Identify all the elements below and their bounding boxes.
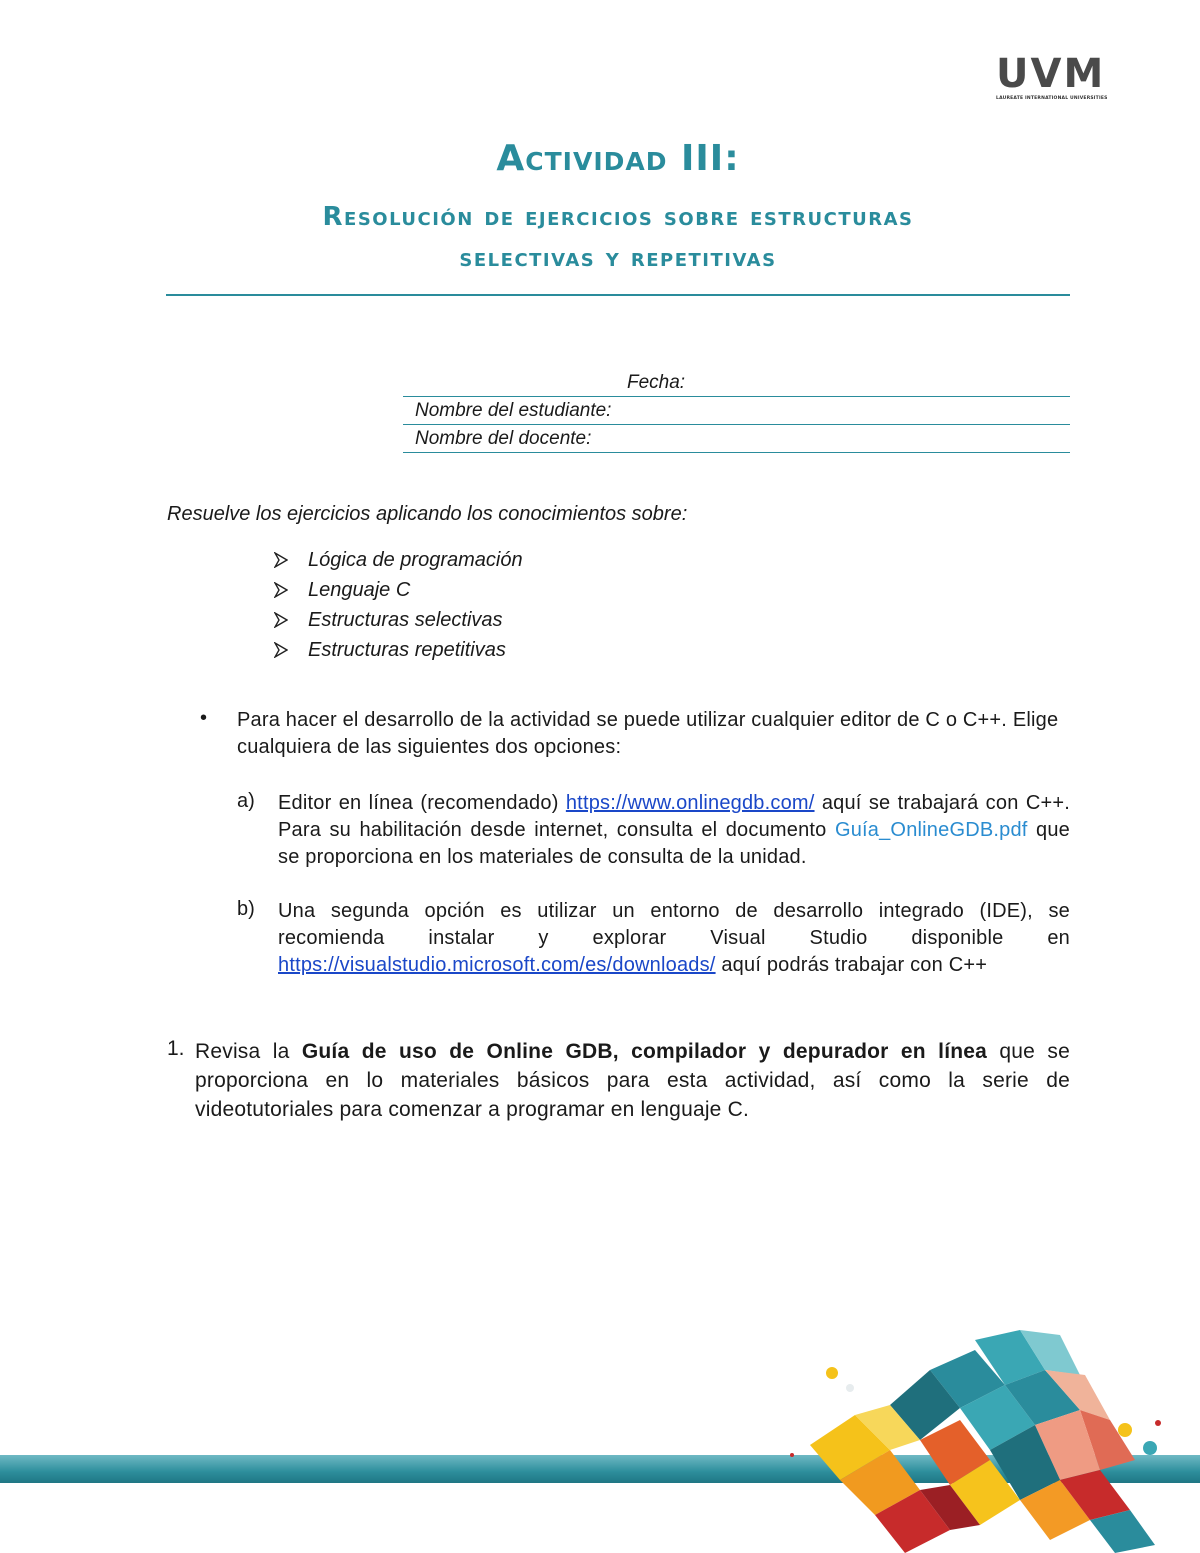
fecha-label: Fecha: xyxy=(627,372,686,393)
onlinegdb-link[interactable]: https://www.onlinegdb.com/ xyxy=(565,792,815,814)
list-item xyxy=(274,635,523,665)
option-a-label: a) xyxy=(237,790,255,812)
guide-document-link[interactable]: Guía_OnlineGDB.pdf xyxy=(834,819,1028,841)
instructions-text: Para hacer el desarrollo de la actividad se puede utilizar cualquier editor de C o C++. Elige cualquiera de las siguientes dos opciones: xyxy=(237,709,1059,758)
topics-list xyxy=(274,545,523,665)
option-b xyxy=(237,898,1070,979)
instructions-bullet xyxy=(200,707,1070,761)
logo-text: UVM xyxy=(996,51,1106,97)
list-item xyxy=(274,545,523,575)
list-item xyxy=(274,605,523,635)
step-1-post: que se proporciona en lo materiales básicos para esta actividad, así como la serie de videotutoriales para comenzar a programar en lenguaje C. xyxy=(195,1040,1070,1121)
step-1-bold: Guía de uso de Online GDB, compilador y depurador en línea xyxy=(301,1040,988,1063)
topic-label: Estructuras selectivas xyxy=(308,609,503,631)
option-b-label: b) xyxy=(237,898,255,920)
option-b-pre: Una segunda opción es utilizar un entorno de desarrollo integrado (IDE), se recomienda instalar y explorar Visual Studio disponible en xyxy=(278,900,1070,949)
teacher-name-field[interactable] xyxy=(403,426,1070,453)
fecha-field[interactable] xyxy=(403,370,1070,397)
cubes-decoration-icon xyxy=(780,1330,1180,1553)
uvm-logo xyxy=(996,51,1124,110)
option-a-text xyxy=(278,790,1070,871)
option-a-pre: Editor en línea (recomendado) xyxy=(278,792,559,814)
visualstudio-link[interactable]: https://visualstudio.microsoft.com/es/downloads/ xyxy=(278,954,716,976)
step-1 xyxy=(167,1037,1070,1124)
arrow-bullet-icon xyxy=(274,552,288,568)
student-name-field[interactable] xyxy=(403,398,1070,425)
arrow-bullet-icon xyxy=(274,612,288,628)
intro-text: Resuelve los ejercicios aplicando los conocimientos sobre: xyxy=(167,503,688,525)
step-1-pre: Revisa la xyxy=(195,1040,290,1063)
step-1-text xyxy=(195,1037,1070,1124)
student-name-label: Nombre del estudiante: xyxy=(415,400,612,421)
activity-subtitle-line1: Resolución de ejercicios sobre estructuras xyxy=(322,202,914,232)
bullet-mark: • xyxy=(200,707,208,729)
list-item xyxy=(274,575,523,605)
option-b-post: aquí podrás trabajar con C++ xyxy=(721,954,988,976)
arrow-bullet-icon xyxy=(274,582,288,598)
teacher-name-label: Nombre del docente: xyxy=(415,428,592,449)
option-a-mid: aquí se trabajará con C++. Para su habilitación desde internet, consulta el documento xyxy=(278,792,1070,841)
title-divider xyxy=(166,294,1070,296)
arrow-bullet-icon xyxy=(274,642,288,658)
option-a-post: que se proporciona en los materiales de consulta de la unidad. xyxy=(278,819,1070,868)
topic-label: Estructuras repetitivas xyxy=(308,639,506,661)
option-b-text xyxy=(278,898,1070,979)
topic-label: Lógica de programación xyxy=(308,549,523,571)
logo-subtext: LAUREATE INTERNATIONAL UNIVERSITIES xyxy=(996,96,1108,101)
activity-title: Actividad III: xyxy=(496,138,740,179)
step-1-label: 1. xyxy=(167,1037,185,1060)
option-a xyxy=(237,790,1070,871)
activity-subtitle-line2: selectivas y repetitivas xyxy=(459,243,777,273)
topic-label: Lenguaje C xyxy=(308,579,411,601)
